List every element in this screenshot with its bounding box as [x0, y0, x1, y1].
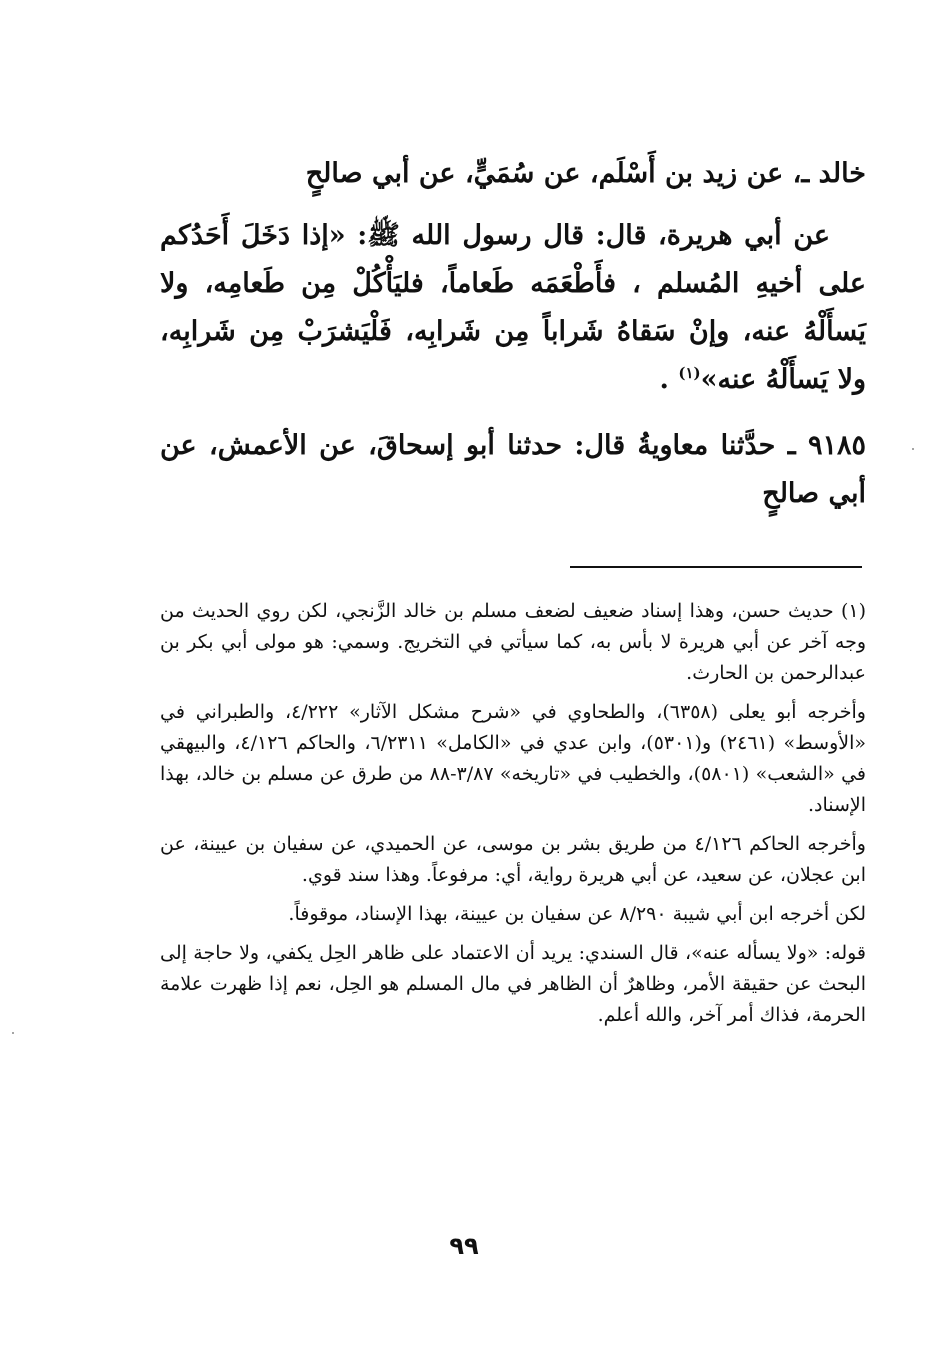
page-number: ٩٩	[449, 1232, 479, 1260]
footnote-commentary: قوله: «ولا يسأله عنه»، قال السندي: يريد أن الاعتماد على ظاهر الحِل يكفي، ولا حاجة إلى البحث عن حقيقة الأمر، وظاهرٌ أن الظاهر في مال المسلم هو الحِل، نعم إذا ظهرت علامة الحرمة، فذاك أمر آخر، والله أعلم.	[160, 942, 866, 1026]
scan-speck	[912, 448, 914, 450]
scan-speck	[12, 1032, 14, 1034]
footnote-takhrij-2: وأخرجه الحاكم ٤/١٢٦ من طريق بشر بن موسى، عن الحميدي، عن سفيان بن عيينة، عن ابن عجلان، عن سعيد، عن أبي هريرة رواية، أي: مرفوعاً. وهذا سند قوي.	[160, 833, 866, 886]
footnote-divider	[570, 566, 862, 568]
chain-continuation-line: خالد ـ، عن زيد بن أَسْلَم، عن سُمَيٍّ، عن أبي صالحٍ	[305, 158, 866, 189]
footnote-takhrij-1: وأخرجه أبو يعلى (٦٣٥٨)، والطحاوي في «شرح مشكل الآثار» ٤/٢٢٢، والطبراني في «الأوسط» (٢٤٦١) و(٥٣٠١)، وابن عدي في «الكامل» ٦/٢٣١١، والحاكم ٤/١٢٦، والبيهقي في «الشعب» (٥٨٠١)، والخطيب في «تاريخه» ٣/٨٧-٨٨ من طرق عن مسلم بن خالد، بهذا الإسناد.	[160, 701, 866, 816]
footnote-takhrij-3: لكن أخرجه ابن أبي شيبة ٨/٢٩٠ عن سفيان بن عيينة، بهذا الإسناد، موقوفاً.	[288, 903, 866, 925]
main-text-block	[160, 150, 866, 518]
next-hadith-heading: ٩١٨٥ ـ حدَّثنا معاويةُ قال: حدثنا أبو إسحاقَ، عن الأعمش، عن أبي صالحٍ	[160, 430, 866, 509]
hadith-body-text: عن أبي هريرة، قال: قال رسول الله ﷺ: «إذا دَخَلَ أَحَدُكم على أخيهِ المُسلم ، فأَطْعَمَه طَعاماً، فليَأْكُلْ مِن طَعامِه، ولا يَسأَلْهُ عنه، وإنْ سَقاهُ شَراباً مِن شَرابِه، فَلْيَشرَبْ مِن شَرابِه، ولا يَسأَلْهُ عنه»	[160, 220, 866, 395]
hadith-end-punctuation: .	[659, 364, 679, 395]
footnote-reference[interactable]: (١)	[678, 364, 701, 382]
hadith-text	[160, 212, 866, 404]
footnote-1: (١) حديث حسن، وهذا إسناد ضعيف لضعف مسلم بن خالد الزَّنجي، لكن روي الحديث من وجه آخر عن أبي هريرة لا بأس به، كما سيأتي في التخريج. وسمي: هو مولى أبي بكر بن عبدالرحمن بن الحارث.	[160, 600, 866, 684]
footnotes-block	[160, 596, 866, 1039]
